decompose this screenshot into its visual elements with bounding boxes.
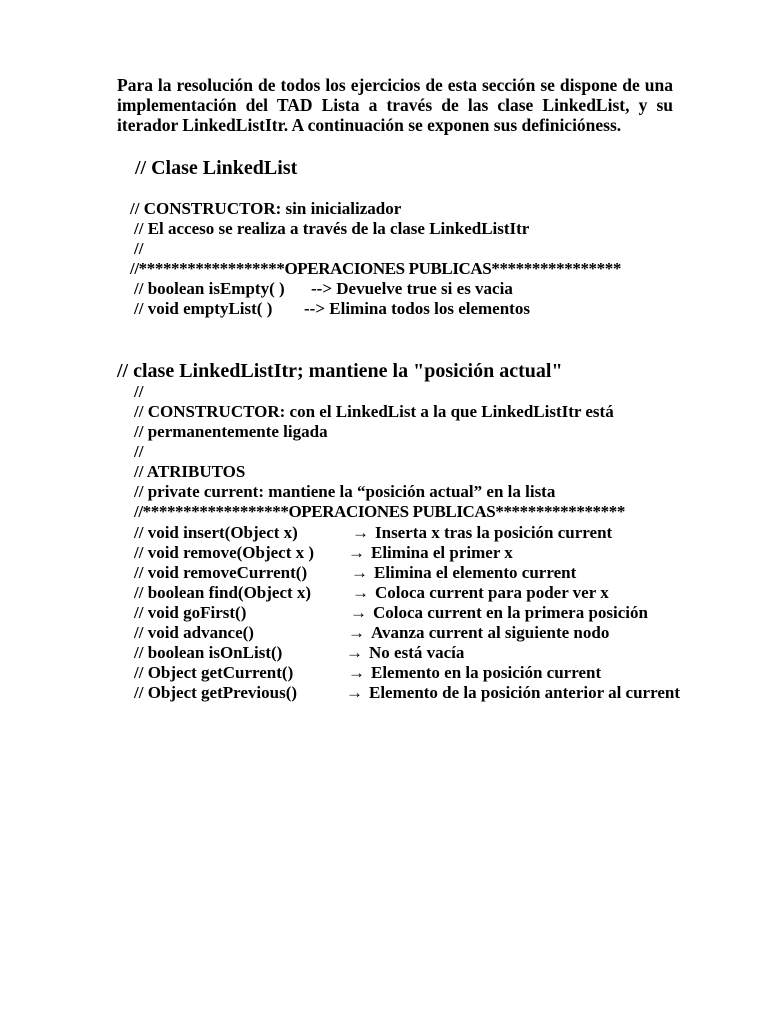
op-description: → Coloca current para poder ver x bbox=[352, 583, 609, 602]
itr-constructor-line: // CONSTRUCTOR: con el LinkedList a la que LinkedListItr está bbox=[134, 402, 614, 421]
itr-op-row bbox=[0, 683, 768, 703]
linkedlist-op-row bbox=[0, 299, 768, 319]
linkedlist-op-row bbox=[0, 279, 768, 299]
op-signature: // void emptyList( ) bbox=[134, 299, 273, 318]
itr-attributes-heading: // ATRIBUTOS bbox=[134, 462, 246, 481]
itr-op-row bbox=[0, 643, 768, 663]
linkedlist-heading: // Clase LinkedList bbox=[135, 157, 298, 179]
op-description: → Elemento de la posición anterior al current bbox=[346, 683, 681, 702]
itr-op-row bbox=[0, 663, 768, 683]
op-description: → Elimina el primer x bbox=[348, 543, 513, 562]
itr-op-row bbox=[0, 583, 768, 603]
arrow-icon: → bbox=[352, 523, 369, 542]
op-signature: // Object getCurrent() bbox=[134, 663, 294, 682]
op-signature: // void removeCurrent() bbox=[134, 563, 308, 582]
arrow-icon: → bbox=[351, 563, 368, 582]
itr-op-row bbox=[0, 623, 768, 643]
arrow-icon: → bbox=[348, 623, 365, 642]
itr-constructor-line-2: // permanentemente ligada bbox=[134, 422, 328, 441]
op-description: --> Elimina todos los elementos bbox=[304, 299, 530, 318]
op-signature: // boolean find(Object x) bbox=[134, 583, 312, 602]
arrow-icon: → bbox=[346, 643, 363, 662]
op-signature: // void remove(Object x ) bbox=[134, 543, 315, 562]
arrow-icon: → bbox=[348, 663, 365, 682]
op-signature: // void insert(Object x) bbox=[134, 523, 298, 542]
itr-op-row bbox=[0, 523, 768, 543]
linkedlistitr-heading: // clase LinkedListItr; mantiene la "posición actual" bbox=[117, 360, 563, 382]
linkedlist-comment-line: // bbox=[134, 239, 144, 258]
itr-operations-header: //******************OPERACIONES PUBLICAS**************** bbox=[134, 502, 625, 521]
linkedlist-access-line: // El acceso se realiza a través de la clase LinkedListItr bbox=[134, 219, 530, 238]
itr-op-row bbox=[0, 563, 768, 583]
op-description: → No está vacía bbox=[346, 643, 465, 662]
arrow-icon: → bbox=[350, 603, 367, 622]
itr-comment-line: // bbox=[134, 442, 144, 461]
linkedlist-operations-header: //******************OPERACIONES PUBLICAS**************** bbox=[130, 259, 621, 278]
op-signature: // boolean isOnList() bbox=[134, 643, 283, 662]
op-description: --> Devuelve true si es vacia bbox=[311, 279, 513, 298]
arrow-icon: → bbox=[346, 683, 363, 702]
linkedlist-constructor-line: // CONSTRUCTOR: sin inicializador bbox=[130, 199, 402, 218]
op-description: → Elemento en la posición current bbox=[348, 663, 602, 682]
arrow-icon: → bbox=[348, 543, 365, 562]
op-description: → Coloca current en la primera posición bbox=[350, 603, 648, 622]
op-signature: // void goFirst() bbox=[134, 603, 247, 622]
op-description: → Avanza current al siguiente nodo bbox=[348, 623, 610, 642]
op-description: → Inserta x tras la posición current bbox=[352, 523, 613, 542]
itr-comment-line: // bbox=[134, 382, 144, 401]
intro-paragraph: Para la resolución de todos los ejercicios de esta sección se dispone de una implementación del TAD Lista a través de las clase LinkedList, y su iterador LinkedListItr. A continuación se exponen sus definicióness. bbox=[117, 75, 673, 135]
itr-op-row bbox=[0, 543, 768, 563]
itr-op-row bbox=[0, 603, 768, 623]
arrow-icon: → bbox=[352, 583, 369, 602]
op-signature: // void advance() bbox=[134, 623, 254, 642]
itr-current-attribute: // private current: mantiene la “posición actual” en la lista bbox=[134, 482, 556, 501]
op-signature: // Object getPrevious() bbox=[134, 683, 298, 702]
op-signature: // boolean isEmpty( ) bbox=[134, 279, 285, 298]
op-description: → Elimina el elemento current bbox=[351, 563, 577, 582]
